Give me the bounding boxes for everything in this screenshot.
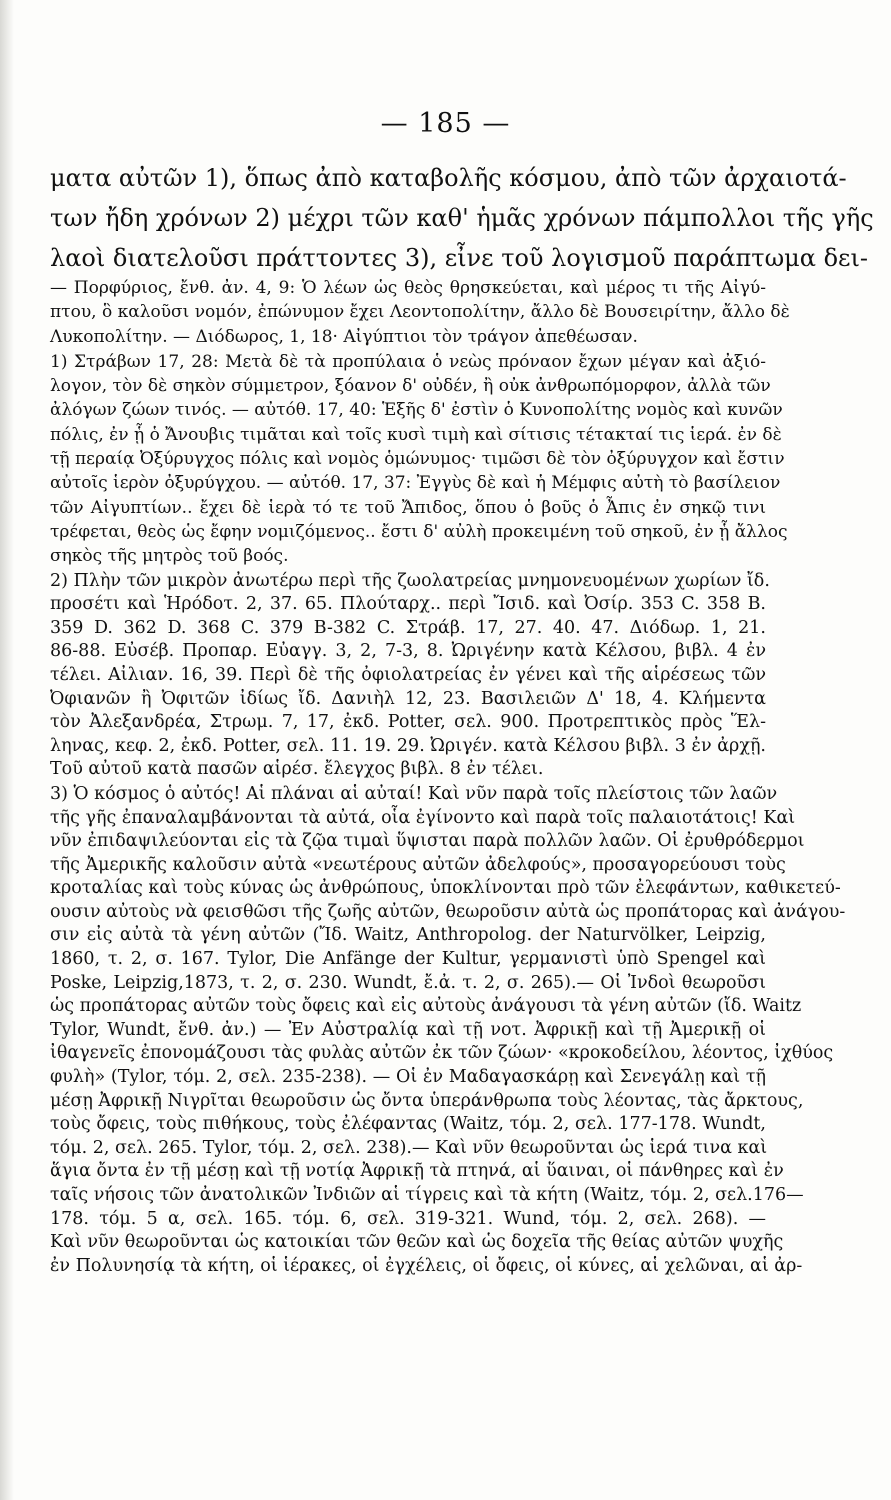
footnote-line: τῆς Ἀμερικῆς καλοῦσιν αὐτὰ «νεωτέρους αὐτῶν ἀδελφούς», προσαγορεύουσι τοὺς bbox=[50, 854, 786, 875]
footnote-line: τῇ περαίᾳ Ὀξύρυγχος πόλις καὶ νομὸς ὁμώνυμος· τιμῶσι δὲ τὸν ὀξύρυγχον καὶ ἔστιν bbox=[50, 449, 785, 470]
footnote-line: 359 D. 362 D. 368 C. 379 B-382 C. Στράβ. 17, 27. 40. 47. Διόδωρ. 1, 21. bbox=[50, 617, 766, 638]
footnote-line: σιν εἰς αὐτὰ τὰ γένη αὐτῶν (Ἴδ. Waitz, Anthropolog. der Naturvölker, Leipzig, bbox=[50, 925, 766, 946]
footnote-line: τρέφεται, θεὸς ὡς ἔφην νομιζόμενος.. ἔστι δ' αὐλὴ προκειμένη τοῦ σηκοῦ, ἐν ᾗ ἄλλος bbox=[50, 521, 788, 542]
footnote-line: τῆς γῆς ἐπαναλαμβάνονται τὰ αὐτά, οἷα ἐγίνοντο καὶ παρὰ τοῖς παλαιοτάτοις! Καὶ bbox=[50, 807, 796, 828]
footnote-line: 3) Ὁ κόσμος ὁ αὐτός! Αἱ πλάναι αἱ αὐταί! Καὶ νῦν παρὰ τοῖς πλείστοις τῶν λαῶν bbox=[50, 783, 778, 804]
main-text-line: ματα αὐτῶν 1), ὅπως ἀπὸ καταβολῆς κόσμου, ἀπὸ τῶν ἀρχαιοτά- bbox=[50, 164, 847, 192]
footnote-line: μέσῃ Ἀφρικῇ Νιγρῖται θεωροῦσιν ὡς ὄντα ὑπεράνθρωπα τοὺς λέοντας, τὰς ἄρκτους, bbox=[50, 1090, 804, 1111]
footnote-line: τῶν Αἰγυπτίων.. ἔχει δὲ ἱερὰ τό τε τοῦ Ἄπιδος, ὅπου ὁ βοῦς ὁ Ἆπις ἐν σηκῷ τινι bbox=[50, 497, 766, 518]
footnote-line: 86-88. Εὐσέβ. Προπαρ. Εὐαγγ. 3, 2, 7-3, 8. Ὠριγένην κατὰ Κέλσου, βιβλ. 4 ἐν bbox=[50, 641, 766, 662]
main-text-line: λαοὶ διατελοῦσι πράττοντες 3), εἶνε τοῦ λογισμοῦ παράπτωμα δει- bbox=[50, 244, 868, 272]
page-number: — 185 — bbox=[380, 108, 511, 139]
footnote-line: πόλις, ἐν ᾗ ὁ Ἄνουβις τιμᾶται καὶ τοῖς κυσὶ τιμὴ καὶ σίτισις τέτακταί τις ἱερά. ἐν δὲ bbox=[50, 424, 782, 445]
main-text bbox=[50, 158, 874, 278]
footnote-line: σηκὸς τῆς μητρὸς τοῦ βοός. bbox=[50, 546, 289, 567]
footnote-line: — Πορφύριος, ἔνθ. ἀν. 4, 9: Ὁ λέων ὡς θεὸς θρησκεύεται, καὶ μέρος τι τῆς Αἰγύ- bbox=[50, 278, 766, 298]
footnote-line: Καὶ νῦν θεωροῦνται ὡς κατοικίαι τῶν θεῶν καὶ ὡς δοχεῖα τῆς θείας αὐτῶν ψυχῆς bbox=[50, 1232, 784, 1253]
footnote-line: Ὀφιανῶν ἢ Ὀφιτῶν ἰδίως ἴδ. Δανιὴλ 12, 23. Βασιλειῶν Δ' 18, 4. Κλήμεντα bbox=[50, 688, 766, 709]
footnote-line: τοὺς ὄφεις, τοὺς πιθήκους, τοὺς ἐλέφαντας (Waitz, τόμ. 2, σελ. 177-178. Wundt, bbox=[50, 1114, 766, 1135]
main-text-line: των ἤδη χρόνων 2) μέχρι τῶν καθ' ἡμᾶς χρόνων πάμπολλοι τῆς γῆς bbox=[50, 204, 874, 232]
footnote-line: Tylor, Wundt, ἔνθ. ἀν.) — Ἐν Αὐστραλίᾳ καὶ τῇ νοτ. Ἀφρικῇ καὶ τῇ Ἀμερικῇ οἱ bbox=[50, 1019, 766, 1040]
footnote-1 bbox=[50, 350, 788, 569]
footnote-line: αὐτοῖς ἱερὸν ὀξυρύγχου. — αὐτόθ. 17, 37: Ἐγγὺς δὲ καὶ ἡ Μέμφις αὐτὴ τὸ βασίλειον bbox=[50, 473, 781, 494]
footnote-line: φυλὴ» (Tylor, τόμ. 2, σελ. 235-238). — Οἱ ἐν Μαδαγασκάρῃ καὶ Σενεγάλῃ καὶ τῇ bbox=[50, 1067, 766, 1088]
footnote-line: Poske, Leipzig,1873, τ. 2, σ. 230. Wundt, ἔ.ἀ. τ. 2, σ. 265).— Οἱ Ἰνδοὶ θεωροῦσι bbox=[50, 972, 766, 993]
footnote-line: ἐν Πολυνησίᾳ τὰ κήτη, οἱ ἱέρακες, οἱ ἐγχέλεις, οἱ ὄφεις, οἱ κύνες, αἱ χελῶναι, αἱ ἀρ- bbox=[50, 1255, 803, 1276]
footnote-line: ἀλόγων ζώων τινός. — αὐτόθ. 17, 40: Ἑξῆς δ' ἐστὶν ὁ Κυνοπολίτης νομὸς καὶ κυνῶν bbox=[50, 400, 783, 421]
footnote-line: προσέτι καὶ Ἡρόδοτ. 2, 37. 65. Πλούταρχ.. περὶ Ἴσιδ. καὶ Ὀσίρ. 353 C. 358 B. bbox=[50, 594, 766, 615]
footnote-line: 178. τόμ. 5 α, σελ. 165. τόμ. 6, σελ. 319-321. Wund, τόμ. 2, σελ. 268). — bbox=[50, 1208, 766, 1229]
footnote-line: νῦν ἐπιδαψιλεύονται εἰς τὰ ζῷα τιμαὶ ὕψισται παρὰ πολλῶν λαῶν. Οἱ ἐρυθρόδερμοι bbox=[50, 831, 805, 852]
footnote-line: πτου, ὃ καλοῦσι νομόν, ἐπώνυμον ἔχει Λεοντοπολίτην, ἄλλο δὲ Βουσειρίτην, ἄλλο δὲ bbox=[50, 302, 790, 323]
footnote-2 bbox=[50, 570, 770, 782]
footnote-line: Τοῦ αὐτοῦ κατὰ πασῶν αἱρέσ. ἔλεγχος βιβλ. 8 ἐν τέλει. bbox=[50, 759, 544, 780]
footnote-line: λογον, τὸν δὲ σηκὸν σύμμετρον, ξόανον δ' οὐδέν, ἢ οὐκ ἀνθρωπόμορφον, ἀλλὰ τῶν bbox=[50, 376, 771, 397]
footnote-line: Λυκοπολίτην. — Διόδωρος, 1, 18· Αἰγύπτιοι τὸν τράγον ἀπεθέωσαν. bbox=[50, 326, 638, 347]
footnote-line: τέλει. Αἰλιαν. 16, 39. Περὶ δὲ τῆς ὀφιολατρείας ἐν γένει καὶ τῆς αἱρέσεως τῶν bbox=[50, 664, 766, 685]
footnote-line: τὸν Ἀλεξανδρέα, Στρωμ. 7, 17, ἐκδ. Potter, σελ. 900. Προτρεπτικὸς πρὸς Ἕλ- bbox=[50, 712, 766, 733]
footnote-line: 1) Στράβων 17, 28: Μετὰ δὲ τὰ προπύλαια ὁ νεὼς πρόναον ἔχων μέγαν καὶ ἀξιό- bbox=[50, 351, 766, 372]
footnote-line: 1860, τ. 2, σ. 167. Tylor, Die Anfänge der Kultur, γερμανιστὶ ὑπὸ Spengel καὶ bbox=[50, 949, 766, 970]
footnote-3 bbox=[50, 783, 846, 1278]
footnote-line: 2) Πλὴν τῶν μικρὸν ἀνωτέρω περὶ τῆς ζωολατρείας μνημονευομένων χωρίων ἴδ. bbox=[50, 570, 770, 591]
footnote-line: κροταλίας καὶ τοὺς κύνας ὡς ἀνθρώπους, ὑποκλίνονται πρὸ τῶν ἐλεφάντων, καθικετεύ- bbox=[50, 878, 841, 899]
footnote-line: ληνας, κεφ. 2, ἐκδ. Potter, σελ. 11. 19. 29. Ὠριγέν. κατὰ Κέλσου βιβλ. 3 ἐν ἀρχῇ. bbox=[50, 735, 766, 756]
footnote-line: ὡς προπάτορας αὐτῶν τοὺς ὄφεις καὶ εἰς αὐτοὺς ἀνάγουσι τὰ γένη αὐτῶν (ἴδ. Waitz bbox=[50, 996, 802, 1017]
footnote-line: ἰθαγενεῖς ἐπονομάζουσι τὰς φυλὰς αὐτῶν ἐκ τῶν ζώων· «κροκοδείλου, λέοντος, ἰχθύος bbox=[50, 1043, 834, 1064]
footnote-line: τόμ. 2, σελ. 265. Tylor, τόμ. 2, σελ. 238).— Καὶ νῦν θεωροῦνται ὡς ἱερά τινα καὶ bbox=[50, 1137, 768, 1158]
footnote-continuation bbox=[50, 276, 790, 349]
page-edge-shadow bbox=[0, 0, 14, 1500]
footnote-line: ουσιν αὐτοὺς νὰ φεισθῶσι τῆς ζωῆς αὐτῶν, θεωροῦσιν αὐτὰ ὡς προπάτορας καὶ ἀνάγου- bbox=[50, 901, 846, 922]
footnote-line: ταῖς νήσοις τῶν ἀνατολικῶν Ἰνδιῶν αἱ τίγρεις καὶ τὰ κήτη (Waitz, τόμ. 2, σελ.176— bbox=[50, 1185, 804, 1205]
footnote-line: ἅγια ὄντα ἐν τῇ μέσῃ καὶ τῇ νοτίᾳ Ἀφρικῇ τὰ πτηνά, αἱ ὕαιναι, οἱ πάνθηρες καὶ ἐν bbox=[50, 1161, 784, 1182]
footnotes bbox=[50, 276, 846, 1278]
